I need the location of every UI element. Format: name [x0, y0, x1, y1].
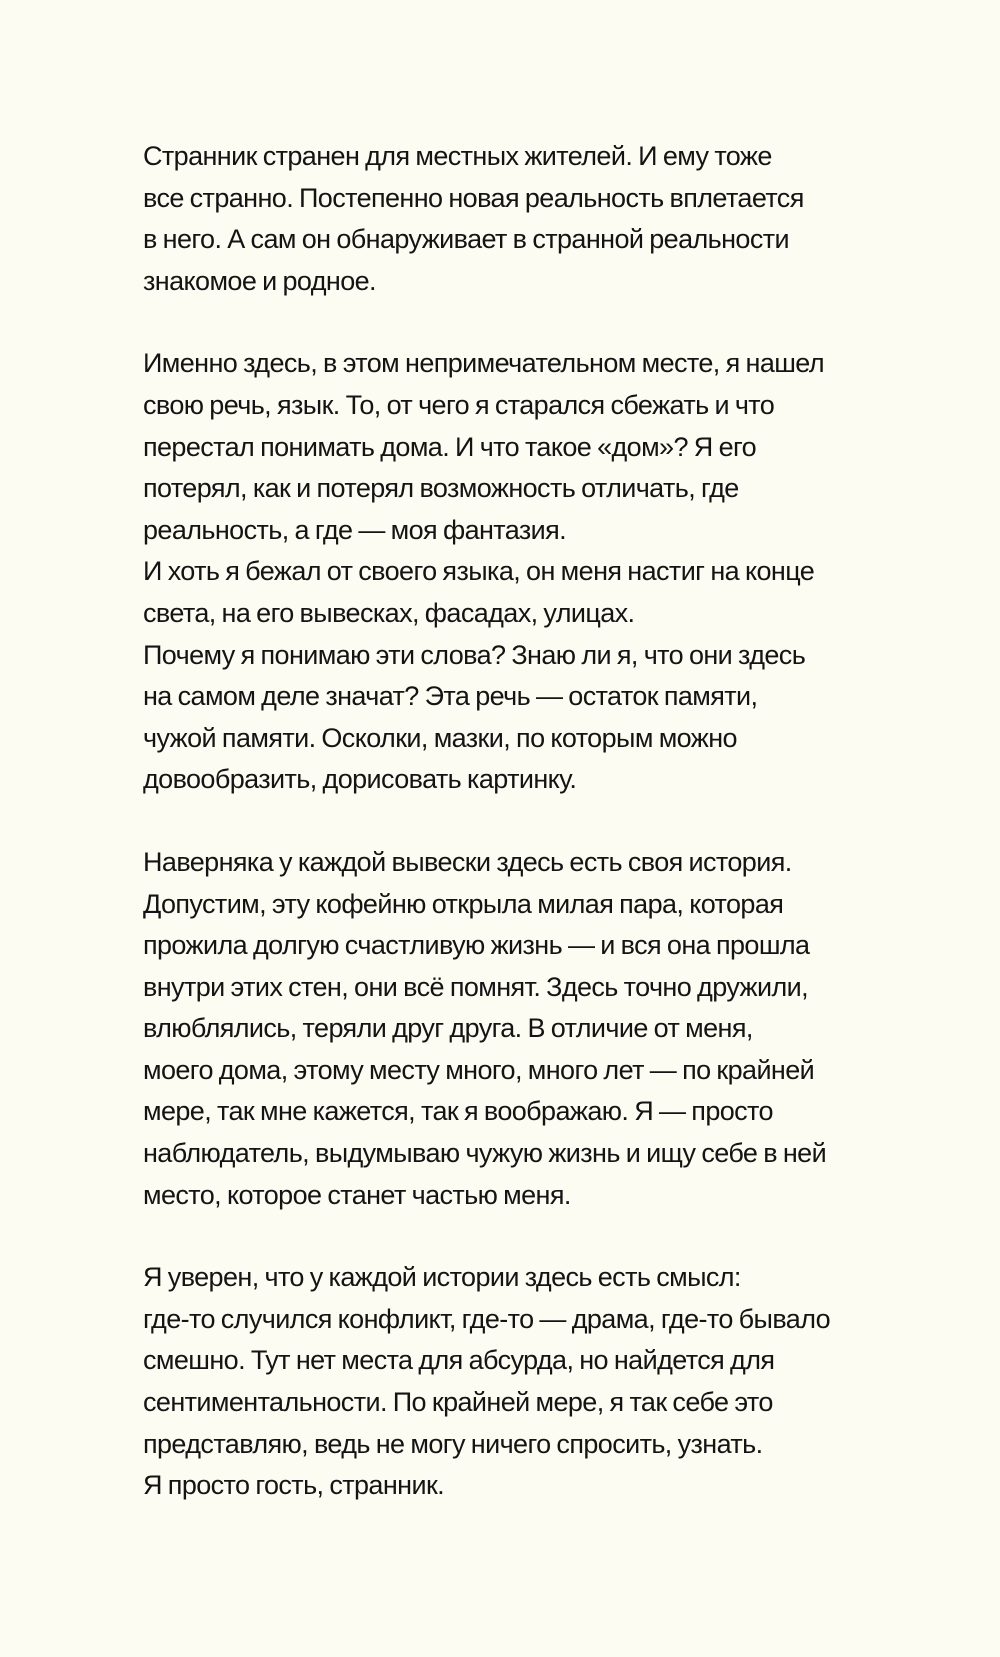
text-line: И хоть я бежал от своего языка, он меня настиг на конце — [143, 556, 815, 587]
text-line: на самом деле значат? Эта речь — остаток памяти, — [143, 681, 758, 712]
text-line: сентиментальности. По крайней мере, я так себе это — [143, 1387, 773, 1418]
text-line: где-то случился конфликт, где-то — драма, где-то бывало — [143, 1303, 831, 1334]
text-line: Допустим, эту кофейню открыла милая пара, которая — [143, 888, 784, 919]
text-line: моего дома, этому месту много, много лет — по крайней — [143, 1054, 815, 1085]
text-line: Наверняка у каждой вывески здесь есть своя история. — [143, 846, 792, 877]
text-line: все странно. Постепенно новая реальность вплетается — [143, 182, 804, 213]
paragraph-3 — [143, 842, 983, 1216]
paragraph-1 — [143, 136, 983, 302]
text-line: чужой памяти. Осколки, мазки, по которым можно — [143, 722, 737, 753]
text-line: довообразить, дорисовать картинку. — [143, 764, 577, 795]
text-line: света, на его вывесках, фасадах, улицах. — [143, 597, 635, 628]
text-line: Я просто гость, странник. — [143, 1470, 445, 1501]
text-line: смешно. Тут нет места для абсурда, но найдется для — [143, 1345, 775, 1376]
text-line: потерял, как и потерял возможность отличать, где — [143, 473, 739, 504]
text-line: Странник странен для местных жителей. И ему тоже — [143, 141, 772, 171]
text-line: Именно здесь, в этом непримечательном месте, я нашел — [143, 348, 824, 379]
text-line: реальность, а где — моя фантазия. — [143, 514, 567, 545]
page-text — [143, 136, 983, 1548]
text-line: перестал понимать дома. И что такое «дом»? Я его — [143, 431, 757, 462]
text-line: свою речь, язык. То, от чего я старался сбежать и что — [143, 389, 775, 420]
paragraph-2 — [143, 343, 983, 801]
text-line: Почему я понимаю эти слова? Знаю ли я, что они здесь — [143, 639, 806, 670]
text-line: место, которое станет частью меня. — [143, 1179, 571, 1210]
text-line: знакомое и родное. — [143, 265, 376, 296]
text-line: в него. А сам он обнаруживает в странной реальности — [143, 224, 789, 255]
text-line: влюблялись, теряли друг друга. В отличие от меня, — [143, 1013, 753, 1044]
text-line: Я уверен, что у каждой истории здесь есть смысл: — [143, 1262, 741, 1293]
paragraph-4 — [143, 1257, 983, 1507]
text-line: прожила долгую счастливую жизнь — и вся она прошла — [143, 930, 810, 961]
text-line: внутри этих стен, они всё помнят. Здесь точно дружили, — [143, 971, 809, 1002]
text-line: представляю, ведь не могу ничего спросить, узнать. — [143, 1428, 763, 1459]
text-line: наблюдатель, выдумываю чужую жизнь и ищу себе в ней — [143, 1138, 827, 1169]
text-line: мере, так мне кажется, так я воображаю. Я — просто — [143, 1096, 773, 1127]
